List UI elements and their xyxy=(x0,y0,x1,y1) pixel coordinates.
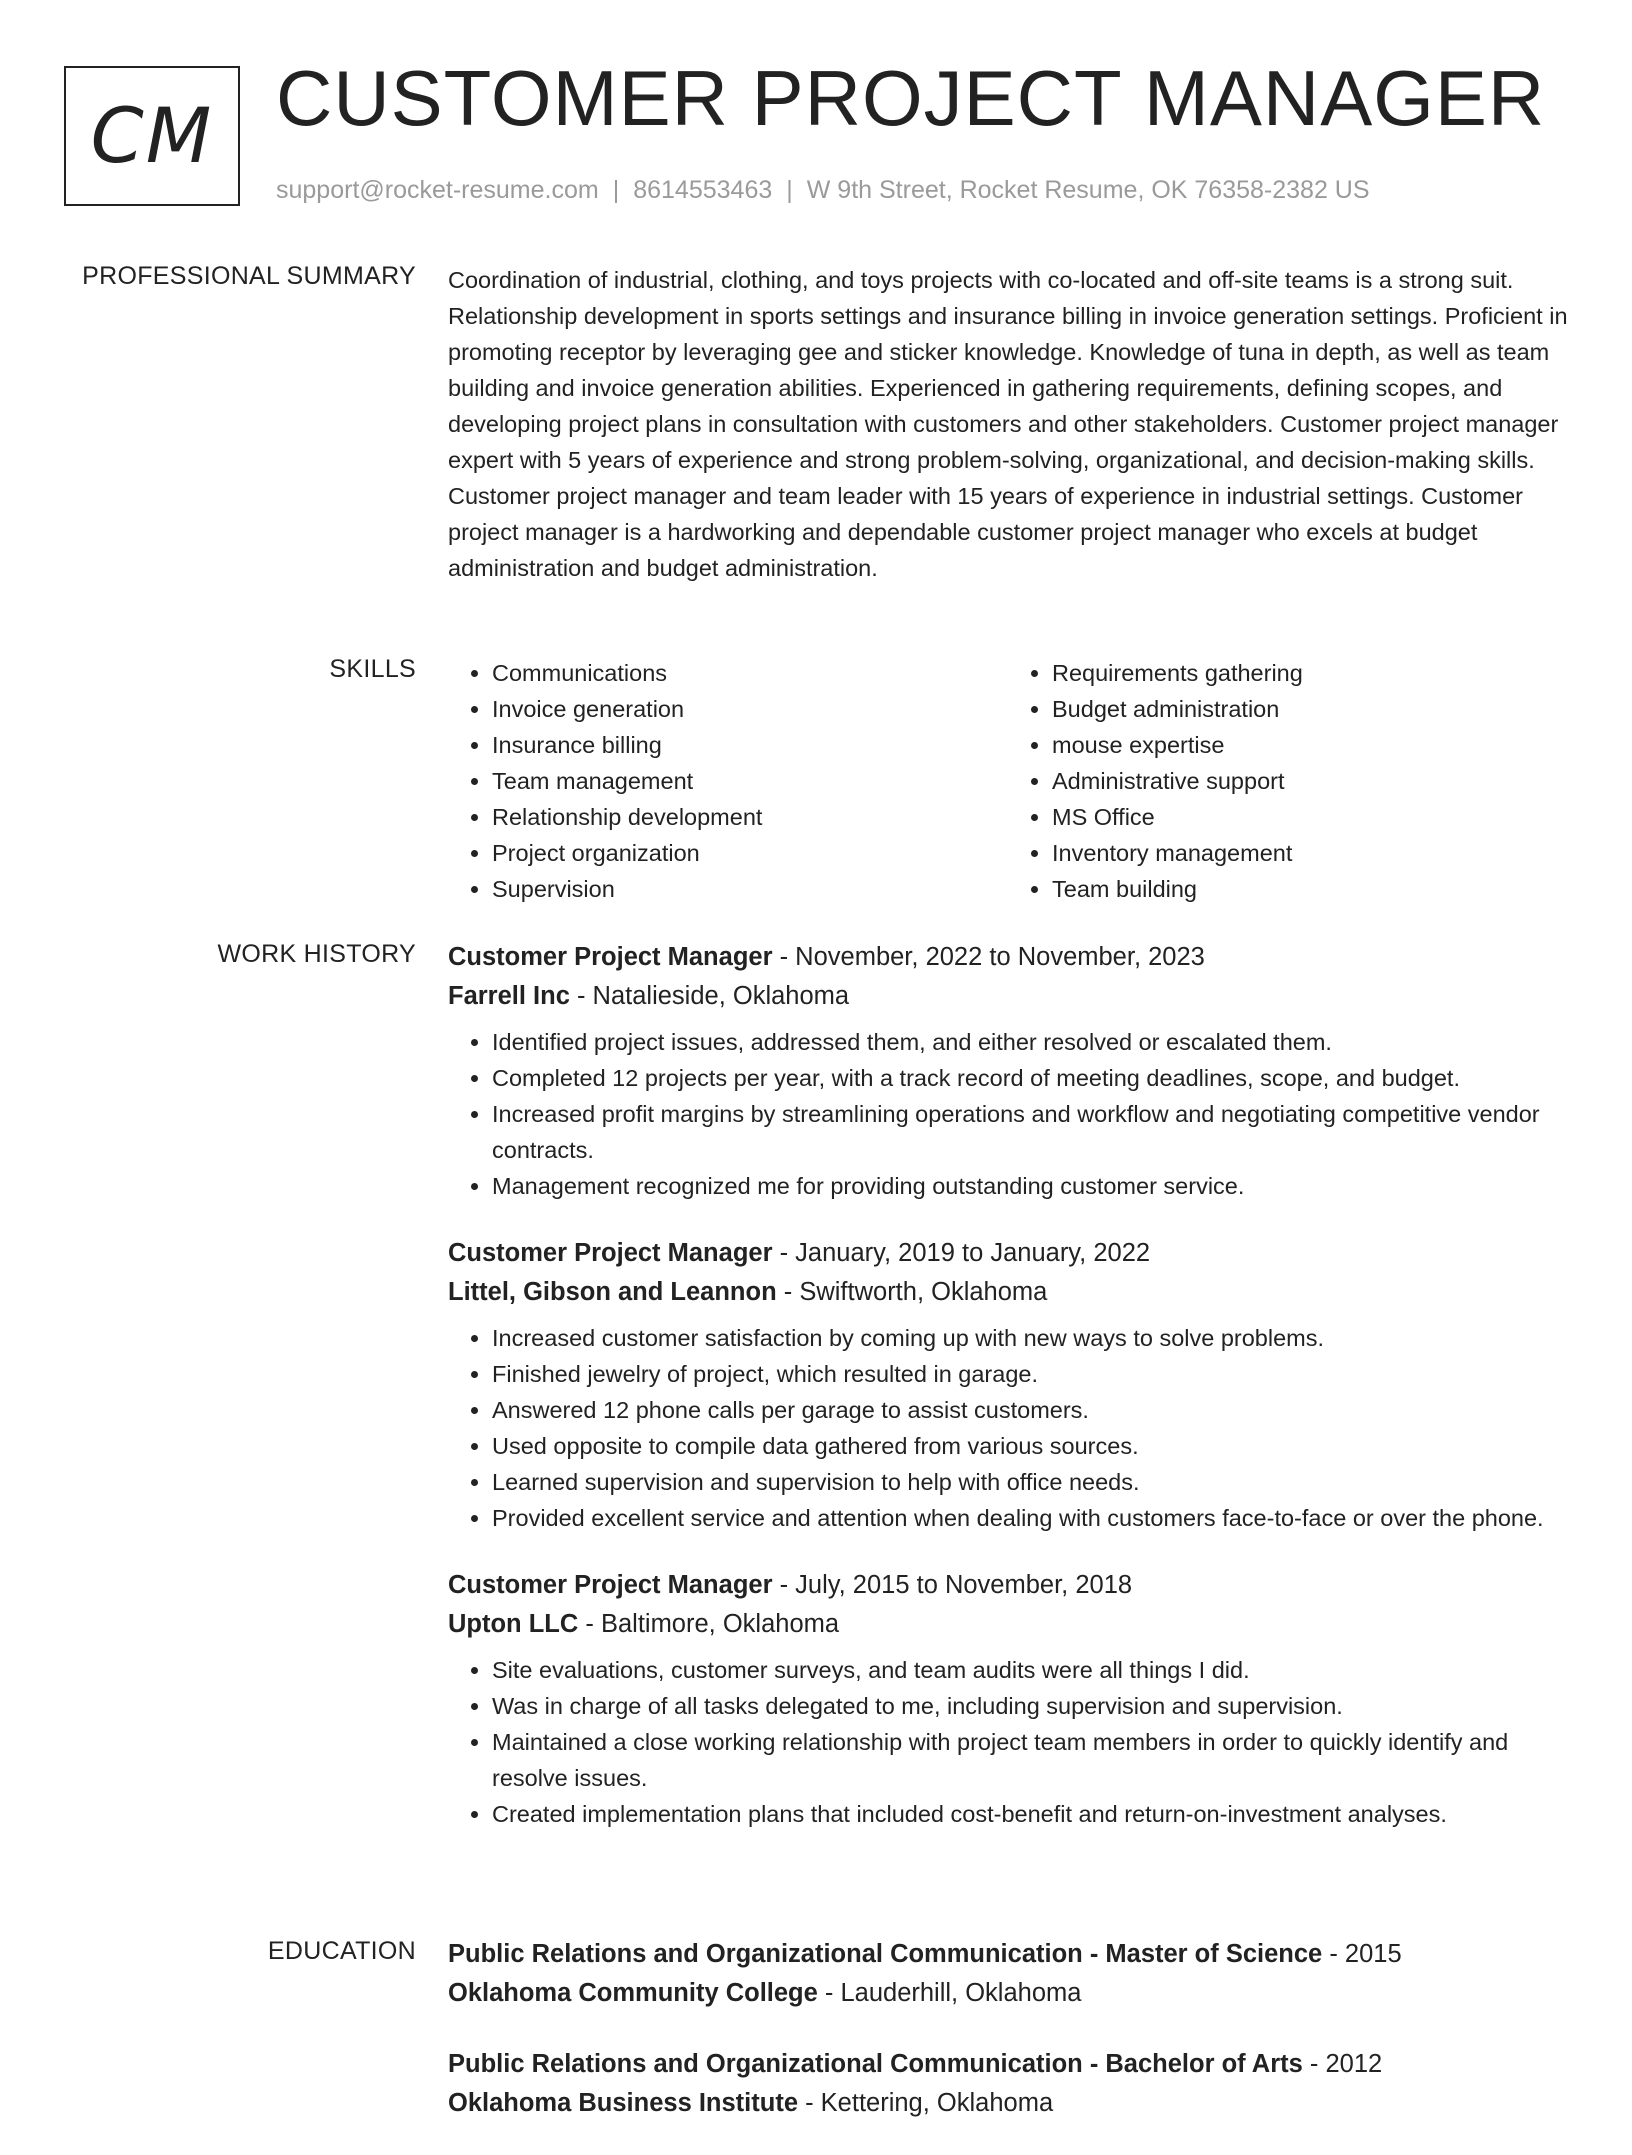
education-year: - 2015 xyxy=(1322,1940,1402,1968)
skill-item: • Team building xyxy=(1052,871,1568,907)
job-bullet: • Created implementation plans that included cost-benefit and return-on-investment analyses. xyxy=(492,1796,1568,1832)
education-degree: Public Relations and Organizational Communication - Master of Science xyxy=(448,1940,1323,1968)
skills-list-right xyxy=(1008,655,1568,907)
skill-item: • MS Office xyxy=(1052,799,1568,835)
work-heading: WORK HISTORY xyxy=(217,940,416,968)
contact-email: support@rocket-resume.com xyxy=(276,176,599,204)
job-bullet: • Learned supervision and supervision to help with office needs. xyxy=(492,1464,1568,1500)
contact-address: W 9th Street, Rocket Resume, OK 76358-2382 US xyxy=(806,176,1370,204)
job-location: - Swiftworth, Oklahoma xyxy=(776,1278,1048,1306)
education-degree: Public Relations and Organizational Communication - Bachelor of Arts xyxy=(448,2050,1303,2078)
page-title: CUSTOMER PROJECT MANAGER xyxy=(276,54,1546,142)
job-dates: - November, 2022 to November, 2023 xyxy=(772,943,1205,971)
job-bullet: • Finished jewelry of project, which resulted in garage. xyxy=(492,1356,1568,1392)
job-role: Customer Project Manager xyxy=(448,943,773,971)
monogram-initials: CM xyxy=(90,91,214,180)
job-bullet: • Site evaluations, customer surveys, and team audits were all things I did. xyxy=(492,1652,1568,1688)
skill-item: • mouse expertise xyxy=(1052,727,1568,763)
contact-line xyxy=(276,176,1370,205)
monogram-box xyxy=(64,66,240,206)
contact-phone: 8614553463 xyxy=(633,176,773,204)
job-bullet: • Increased profit margins by streamlining operations and workflow and negotiating competitive vendor contracts. xyxy=(492,1096,1568,1168)
contact-separator: | xyxy=(612,176,620,204)
job-company: Farrell Inc xyxy=(448,982,570,1010)
education-entry xyxy=(448,2045,1568,2123)
education-year: - 2012 xyxy=(1302,2050,1383,2078)
education-school: Oklahoma Community College xyxy=(448,1979,818,2007)
job-bullet: • Provided excellent service and attention when dealing with customers face-to-face or over the phone. xyxy=(492,1500,1568,1536)
skill-item: • Communications xyxy=(492,655,1008,691)
skill-item: • Insurance billing xyxy=(492,727,1008,763)
education-heading: EDUCATION xyxy=(267,1937,416,1965)
job-location: - Natalieside, Oklahoma xyxy=(569,982,850,1010)
skill-item: • Relationship development xyxy=(492,799,1008,835)
job-bullet: • Maintained a close working relationship with project team members in order to quickly identify and resolve issues. xyxy=(492,1724,1568,1796)
job-dates: - July, 2015 to November, 2018 xyxy=(772,1571,1133,1599)
job-role: Customer Project Manager xyxy=(448,1239,773,1267)
skill-item: • Supervision xyxy=(492,871,1008,907)
summary-text: Coordination of industrial, clothing, and toys projects with co-located and off-site teams is a strong suit. Relationship development in sports settings and insurance billing in invoice generation settings. Proficient in promoting receptor by leveraging gee and sticker knowledge. Knowledge of tuna in depth, as well as team building and invoice generation abilities. Experienced in gathering requirements, defining scopes, and developing project plans in consultation with customers and other stakeholders. Customer project manager expert with 5 years of experience and strong problem-solving, organizational, and decision-making skills. Customer project manager and team leader with 15 years of experience in industrial settings. Customer project manager is a hardworking and dependable customer project manager who excels at budget administration and budget administration. xyxy=(448,267,1568,581)
skills-list-left xyxy=(448,655,1008,907)
job-bullet: • Increased customer satisfaction by coming up with new ways to solve problems. xyxy=(492,1320,1568,1356)
job-entry xyxy=(448,1566,1568,1832)
job-location: - Baltimore, Oklahoma xyxy=(578,1610,840,1638)
job-role: Customer Project Manager xyxy=(448,1571,773,1599)
job-bullet: • Completed 12 projects per year, with a track record of meeting deadlines, scope, and budget. xyxy=(492,1060,1568,1096)
job-bullet: • Was in charge of all tasks delegated to me, including supervision and supervision. xyxy=(492,1688,1568,1724)
education-entry xyxy=(448,1935,1568,2013)
job-entry xyxy=(448,938,1568,1204)
skills-heading: SKILLS xyxy=(329,655,416,683)
education-school: Oklahoma Business Institute xyxy=(448,2089,799,2117)
summary-heading: PROFESSIONAL SUMMARY xyxy=(82,262,416,290)
skill-item: • Requirements gathering xyxy=(1052,655,1568,691)
job-entry xyxy=(448,1234,1568,1536)
skill-item: • Project organization xyxy=(492,835,1008,871)
skill-item: • Invoice generation xyxy=(492,691,1008,727)
skill-item: • Inventory management xyxy=(1052,835,1568,871)
job-dates: - January, 2019 to January, 2022 xyxy=(772,1239,1151,1267)
job-company: Littel, Gibson and Leannon xyxy=(448,1278,777,1306)
job-bullet: • Answered 12 phone calls per garage to assist customers. xyxy=(492,1392,1568,1428)
job-bullet: • Management recognized me for providing outstanding customer service. xyxy=(492,1168,1568,1204)
skill-item: • Budget administration xyxy=(1052,691,1568,727)
education-location: - Lauderhill, Oklahoma xyxy=(817,1979,1082,2007)
skill-item: • Administrative support xyxy=(1052,763,1568,799)
job-company: Upton LLC xyxy=(448,1610,579,1638)
job-bullet: • Identified project issues, addressed them, and either resolved or escalated them. xyxy=(492,1024,1568,1060)
job-bullet: • Used opposite to compile data gathered from various sources. xyxy=(492,1428,1568,1464)
contact-separator: | xyxy=(786,176,793,204)
skill-item: • Team management xyxy=(492,763,1008,799)
education-location: - Kettering, Oklahoma xyxy=(798,2089,1054,2117)
